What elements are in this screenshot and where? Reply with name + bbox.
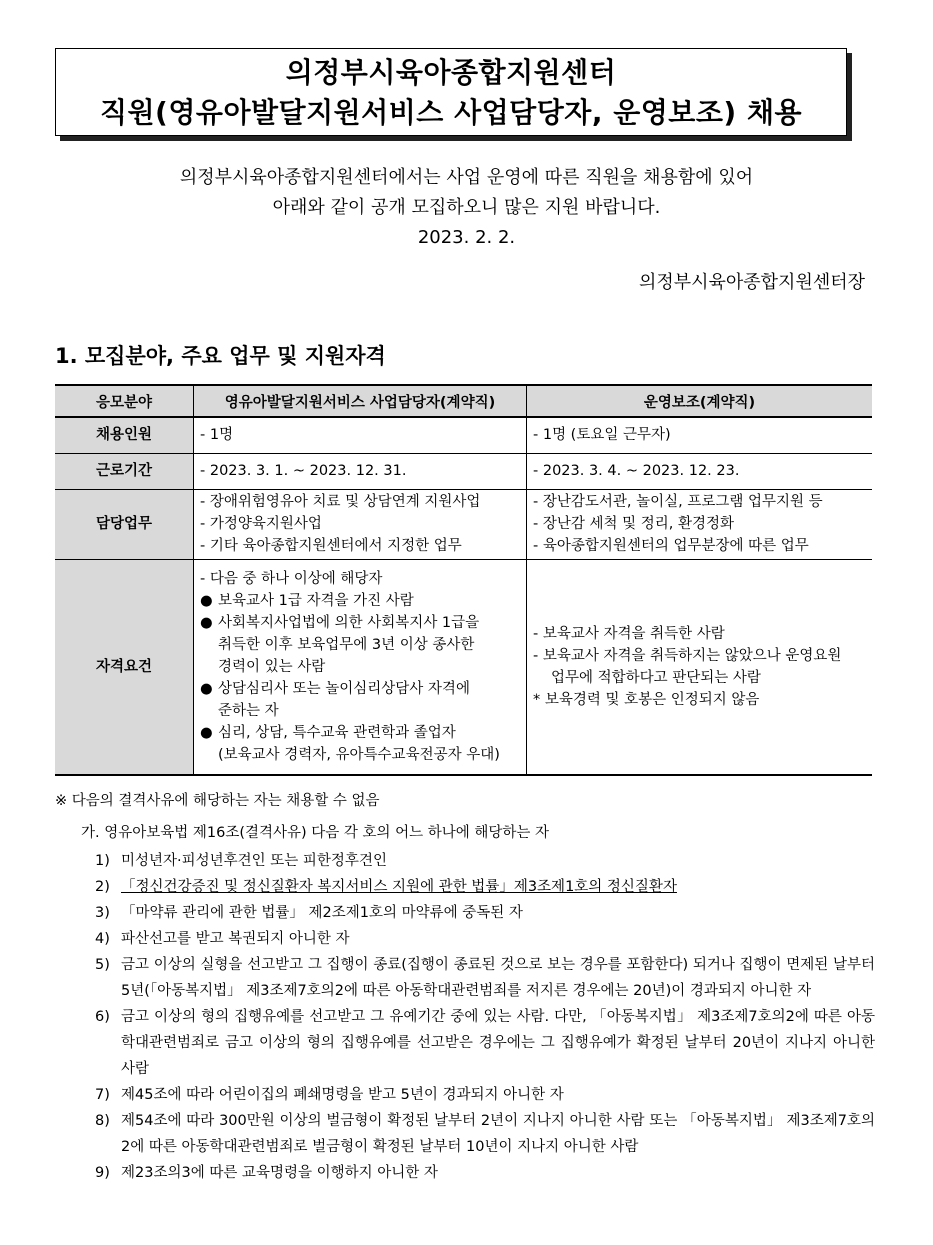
list-item-text: 파산선고를 받고 복권되지 아니한 자 <box>121 931 350 947</box>
qual-bullet <box>200 722 520 766</box>
title-line-2: 직원(영유아발달지원서비스 사업담당자, 운영보조) 채용 <box>99 96 803 129</box>
notes-heading: ※ 다음의 결격사유에 해당하는 자는 채용할 수 없음 <box>55 793 380 809</box>
section-1-title: 1. 모집분야, 주요 업무 및 지원자격 <box>55 344 386 368</box>
intro-block <box>0 163 933 253</box>
header-operation-assistant: 운영보조(계약직) <box>527 385 873 417</box>
intro-line-1: 의정부시육아종합지원센터에서는 사업 운영에 따른 직원을 채용함에 있어 <box>179 167 754 188</box>
qual-line: 심리, 상담, 특수교육 관련학과 졸업자 <box>218 724 456 741</box>
qual-col1 <box>194 559 527 775</box>
header-developmental-support: 영유아발달지원서비스 사업담당자(계약직) <box>194 385 527 417</box>
row-label-hire: 채용인원 <box>55 417 194 453</box>
list-item-number: 8) <box>95 1113 110 1129</box>
hire-col2: - 1명 (토요일 근무자) <box>527 417 873 453</box>
qual-line: 상담심리사 또는 놀이심리상담사 자격에 <box>218 680 470 697</box>
row-label-qual: 자격요건 <box>55 559 194 775</box>
qual-col2-line: - 보육교사 자격을 취득하지는 않았으나 운영요원 <box>533 647 842 664</box>
announcement-date: 2023. 2. 2. <box>417 227 516 248</box>
table-row <box>55 417 872 453</box>
list-item-text: 「정신건강증진 및 정신질환자 복지서비스 지원에 관한 법률」제3조제1호의 정신질환자 <box>121 879 677 895</box>
list-item-text: 제54조에 따라 300만원 이상의 벌금형이 확정된 날부터 2년이 지나지 아니한 사람 또는 「아동복지법」 제3조제7호의2에 따른 아동학대관련범죄로 벌금형이 확정된 날부터 10년이 지나지 아니한 사람 <box>121 1113 875 1155</box>
list-item-text: 제45조에 따라 어린이집의 폐쇄명령을 받고 5년이 경과되지 아니한 자 <box>121 1087 564 1103</box>
list-item-number: 7) <box>95 1087 110 1103</box>
notes-list <box>95 848 875 1186</box>
qual-bullet-text <box>218 612 479 678</box>
list-item <box>95 1160 875 1186</box>
qual-line: (보육교사 경력자, 유아특수교육전공자 우대) <box>218 746 500 763</box>
qual-col2 <box>527 559 873 775</box>
qual-bullet <box>200 678 520 722</box>
qual-bullet-text <box>218 722 500 766</box>
list-item <box>95 874 875 900</box>
table-row <box>55 489 872 559</box>
list-item-number: 3) <box>95 905 110 921</box>
list-item-text: 제23조의3에 따른 교육명령을 이행하지 아니한 자 <box>121 1165 438 1181</box>
row-label-period: 근로기간 <box>55 453 194 489</box>
list-item <box>95 952 875 1004</box>
list-item-text: 미성년자·피성년후견인 또는 피한정후견인 <box>121 853 387 869</box>
duty-col1-line: - 장애위험영유아 치료 및 상담연계 지원사업 <box>200 494 481 510</box>
bullet-icon: ● <box>200 724 213 741</box>
list-item-text: 「마약류 관리에 관한 법률」 제2조제1호의 마약류에 중독된 자 <box>121 905 523 921</box>
qual-bullet <box>200 590 520 612</box>
list-item <box>95 1082 875 1108</box>
list-item-number: 6) <box>95 1009 110 1025</box>
qual-intro: - 다음 중 하나 이상에 해당자 <box>200 570 383 587</box>
qual-line: 취득한 이후 보육업무에 3년 이상 종사한 <box>218 636 475 653</box>
list-item-number: 9) <box>95 1165 110 1181</box>
qual-line: 준하는 자 <box>218 702 279 719</box>
title-box <box>55 48 847 136</box>
list-item <box>95 1004 875 1082</box>
qual-line: 경력이 있는 사람 <box>218 658 326 675</box>
qual-col2-note: * 보육경력 및 호봉은 인정되지 않음 <box>533 691 760 708</box>
notes-subheading: 가. 영유아보육법 제16조(결격사유) 다음 각 호의 어느 하나에 해당하는 자 <box>81 825 550 841</box>
duty-col2-line: - 장난감 세척 및 정리, 환경정화 <box>533 516 734 532</box>
duty-col2-line: - 육아종합지원센터의 업무분장에 따른 업무 <box>533 538 809 554</box>
list-item-text: 금고 이상의 형의 집행유예를 선고받고 그 유예기간 중에 있는 사람. 다만, 「아동복지법」 제3조제7호의2에 따른 아동학대관련범죄로 금고 이상의 형의 집행유예를 선고받은 경우에는 그 집행유예가 확정된 날부터 20년이 지나지 아니한 사람 <box>121 1009 875 1077</box>
intro-line-2: 아래와 같이 공개 모집하오니 많은 지원 바랍니다. <box>272 197 661 218</box>
bullet-icon: ● <box>200 592 213 609</box>
disqualification-notes <box>55 790 875 1186</box>
qual-col2-line: 업무에 적합하다고 판단되는 사람 <box>551 669 761 686</box>
recruitment-table <box>55 384 872 776</box>
qual-col2-line: - 보육교사 자격을 취득한 사람 <box>533 625 725 642</box>
table-row <box>55 453 872 489</box>
table-row <box>55 559 872 775</box>
bullet-icon: ● <box>200 680 213 697</box>
duty-col2-line: - 장난감도서관, 놀이실, 프로그램 업무지원 등 <box>533 494 823 510</box>
table-header-row <box>55 385 872 417</box>
duty-col2 <box>527 489 873 559</box>
list-item-text: 금고 이상의 실형을 선고받고 그 집행이 종료(집행이 종료된 것으로 보는 경우를 포함한다) 되거나 집행이 면제된 날부터 5년(「아동복지법」 제3조제7호의2에 따른 아동학대관련범죄를 저지른 경우에는 20년)이 경과되지 아니한 자 <box>121 957 875 999</box>
duty-col1 <box>194 489 527 559</box>
list-item-number: 5) <box>95 957 110 973</box>
list-item <box>95 1108 875 1160</box>
bullet-icon: ● <box>200 614 213 631</box>
qual-line: 사회복지사업법에 의한 사회복지사 1급을 <box>218 614 480 631</box>
header-field: 응모분야 <box>55 385 194 417</box>
qual-bullet <box>200 612 520 678</box>
signer: 의정부시육아종합지원센터장 <box>638 272 865 293</box>
hire-col1: - 1명 <box>194 417 527 453</box>
list-item <box>95 926 875 952</box>
qual-bullet-text <box>218 678 470 722</box>
period-col1: - 2023. 3. 1. ~ 2023. 12. 31. <box>194 453 527 489</box>
list-item-number: 2) <box>95 879 110 895</box>
title-line-1: 의정부시육아종합지원센터 <box>285 56 617 89</box>
list-item <box>95 848 875 874</box>
row-label-duty: 담당업무 <box>55 489 194 559</box>
list-item-number: 1) <box>95 853 110 869</box>
period-col2: - 2023. 3. 4. ~ 2023. 12. 23. <box>527 453 873 489</box>
qual-bullet-text: 보육교사 1급 자격을 가진 사람 <box>218 592 414 609</box>
duty-col1-line: - 기타 육아종합지원센터에서 지정한 업무 <box>200 538 462 554</box>
list-item-number: 4) <box>95 931 110 947</box>
list-item <box>95 900 875 926</box>
duty-col1-line: - 가정양육지원사업 <box>200 516 322 532</box>
